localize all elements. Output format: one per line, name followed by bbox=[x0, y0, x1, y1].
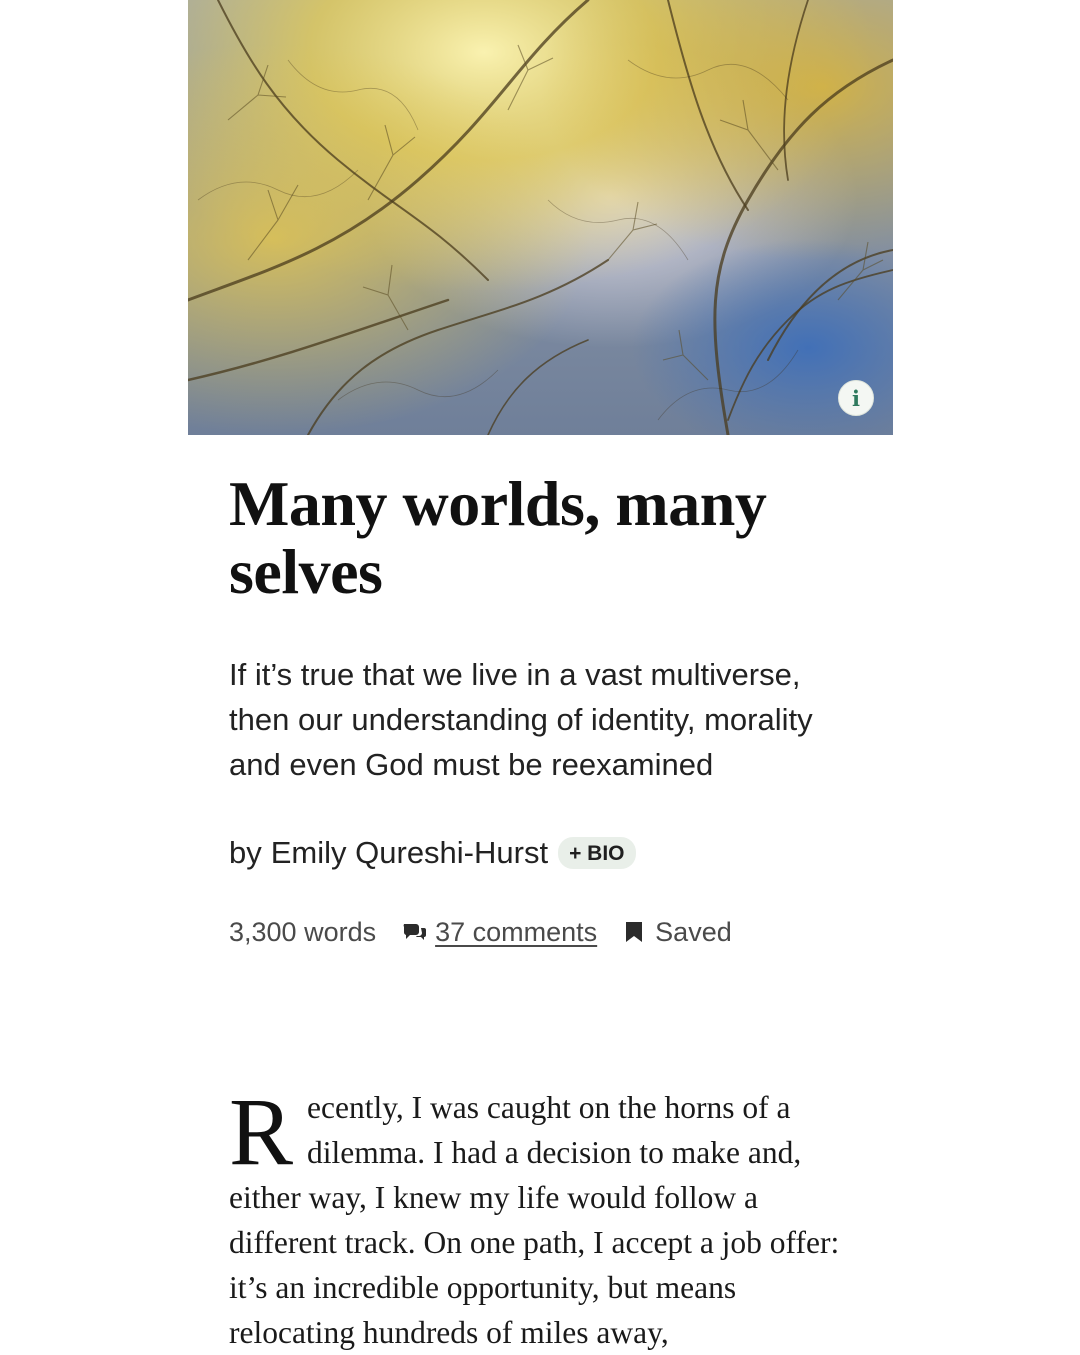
author-bio-button[interactable]: + BIO bbox=[558, 837, 635, 869]
article-meta bbox=[229, 915, 859, 949]
info-icon: i bbox=[852, 385, 860, 411]
body-paragraph-text: ecently, I was caught on the horns of a dilemma. I had a decision to make and, either way, I knew my life would follow a different track. On one path, I accept a job offer: it’s an incredible opportunity, but means relocating hundreds of miles away, bbox=[229, 1090, 840, 1350]
saved-status[interactable]: Saved bbox=[655, 917, 732, 947]
word-count: 3,300 words bbox=[229, 917, 377, 947]
drop-cap: R bbox=[229, 1078, 294, 1185]
author-name[interactable]: Emily Qureshi-Hurst bbox=[270, 835, 549, 870]
bookmark-icon[interactable] bbox=[625, 921, 643, 943]
comments-link[interactable]: 37 comments bbox=[435, 917, 598, 947]
article-header bbox=[229, 470, 859, 949]
hero-illustration bbox=[188, 0, 893, 435]
image-info-button[interactable] bbox=[838, 380, 874, 416]
byline-prefix: by bbox=[229, 835, 262, 870]
hero-image bbox=[188, 0, 893, 435]
article-standfirst: If it’s true that we live in a vast multiverse, then our understanding of identity, morality and even God must be reexamined bbox=[229, 657, 813, 782]
byline bbox=[229, 833, 859, 873]
article-title: Many worlds, many selves bbox=[229, 468, 767, 607]
article-body-opening bbox=[229, 1078, 854, 1355]
speech-bubbles-icon bbox=[402, 922, 428, 942]
